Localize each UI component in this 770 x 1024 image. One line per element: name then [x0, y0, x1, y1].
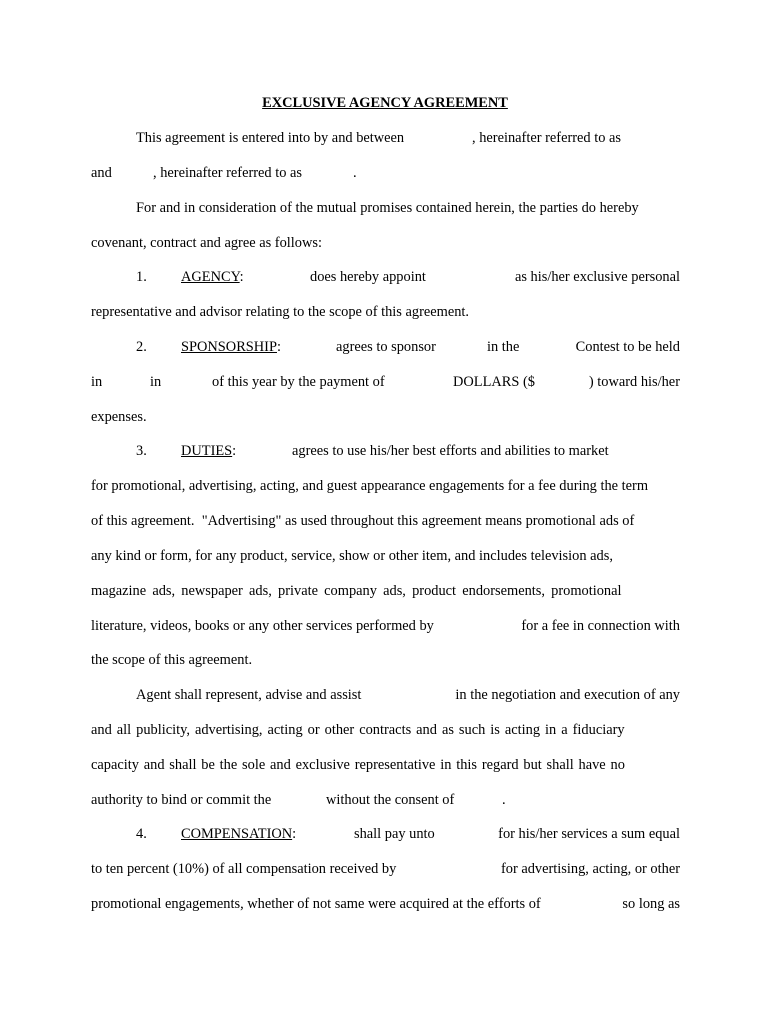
agent-line-2 [91, 720, 680, 740]
section-text: agrees to use his/her best efforts and abilities to market [292, 443, 609, 459]
section-number: 3. [136, 443, 147, 459]
section-4-line-1 [136, 824, 680, 844]
intro-text: , hereinafter referred to as [153, 165, 303, 181]
section-text: DOLLARS ($ [453, 374, 535, 390]
section-number: 2. [136, 339, 147, 355]
consideration-line-2: covenant, contract and agree as follows: [91, 235, 322, 251]
section-3-line-6 [91, 616, 680, 636]
section-text: any kind or form, for any product, service, show or other item, and includes television ads, [91, 548, 613, 564]
intro-text: , hereinafter referred to as [472, 130, 622, 146]
paragraph-text: and all publicity, advertising, acting or other contracts and as such is acting in a fiduciary [91, 722, 625, 738]
paragraph-text: Agent shall represent, advise and assist [136, 687, 362, 703]
section-text: in the [487, 339, 520, 355]
section-text: magazine ads, newspaper ads, private company ads, product endorsements, promotional [91, 583, 622, 599]
section-3-line-4 [91, 546, 680, 566]
section-text: agrees to sponsor [336, 339, 436, 355]
section-3-line-2: for promotional, advertising, acting, and guest appearance engagements for a fee during the term [91, 478, 649, 494]
paragraph-text: without the consent of [326, 792, 455, 808]
paragraph-text: in the negotiation and execution of any [455, 687, 680, 703]
paragraph-text: capacity and shall be the sole and exclusive representative in this regard but shall have no [91, 757, 625, 773]
heading-colon: : [232, 443, 237, 459]
section-text: to ten percent (10%) of all compensation received by [91, 861, 397, 877]
paragraph-text: . [502, 792, 506, 808]
section-2-line-2 [91, 372, 680, 392]
section-text: of this year by the payment of [212, 374, 385, 390]
intro-line-2 [91, 163, 680, 183]
intro-text: . [353, 165, 357, 181]
section-4-line-3 [91, 894, 680, 914]
section-3-line-7: the scope of this agreement. [91, 652, 253, 668]
section-text: in [91, 374, 103, 390]
section-3-line-5 [91, 581, 680, 601]
section-text: so long as [622, 896, 680, 912]
section-heading: DUTIES [181, 443, 233, 459]
section-heading: AGENCY [181, 269, 240, 285]
section-text: of this agreement. "Advertising" as used throughout this agreement means promotional ads of [91, 513, 635, 529]
intro-text: This agreement is entered into by and between [136, 130, 405, 146]
paragraph-text: For and in consideration of the mutual promises contained herein, the parties do hereby [136, 200, 639, 216]
section-1-line-2: representative and advisor relating to the scope of this agreement. [91, 304, 470, 320]
section-3-line-1 [136, 441, 680, 461]
section-heading: SPONSORSHIP [181, 339, 277, 355]
section-text: in [150, 374, 162, 390]
heading-colon: : [276, 339, 281, 355]
section-4-line-2 [91, 859, 680, 879]
heading-colon: : [239, 269, 244, 285]
section-2-line-3: expenses. [91, 409, 147, 425]
section-text: as his/her exclusive personal [514, 269, 680, 285]
section-text: ) toward his/her [588, 374, 680, 390]
section-heading: COMPENSATION [181, 826, 293, 842]
section-1-line-1 [136, 267, 680, 287]
intro-line-1 [136, 128, 680, 148]
section-text: for a fee in connection with [521, 618, 680, 634]
section-text: does hereby appoint [310, 269, 426, 285]
intro-text: and [91, 165, 112, 181]
section-2-line-1 [136, 337, 680, 357]
heading-colon: : [292, 826, 297, 842]
agent-line-1 [136, 685, 680, 705]
section-text: shall pay unto [354, 826, 435, 842]
section-text: Contest to be held [575, 339, 680, 355]
paragraph-text: authority to bind or commit the [91, 792, 272, 808]
section-text: for advertising, acting, or other [500, 861, 680, 877]
section-number: 1. [136, 269, 147, 285]
section-text: literature, videos, books or any other services performed by [91, 618, 434, 634]
document-title: EXCLUSIVE AGENCY AGREEMENT [262, 95, 508, 111]
consideration-line-1 [136, 198, 680, 218]
section-3-line-3 [91, 511, 680, 531]
agent-line-4 [91, 790, 680, 810]
agent-line-3 [91, 755, 680, 775]
section-text: for his/her services a sum equal [498, 826, 680, 842]
section-text: promotional engagements, whether of not same were acquired at the efforts of [91, 896, 541, 912]
section-number: 4. [136, 826, 147, 842]
